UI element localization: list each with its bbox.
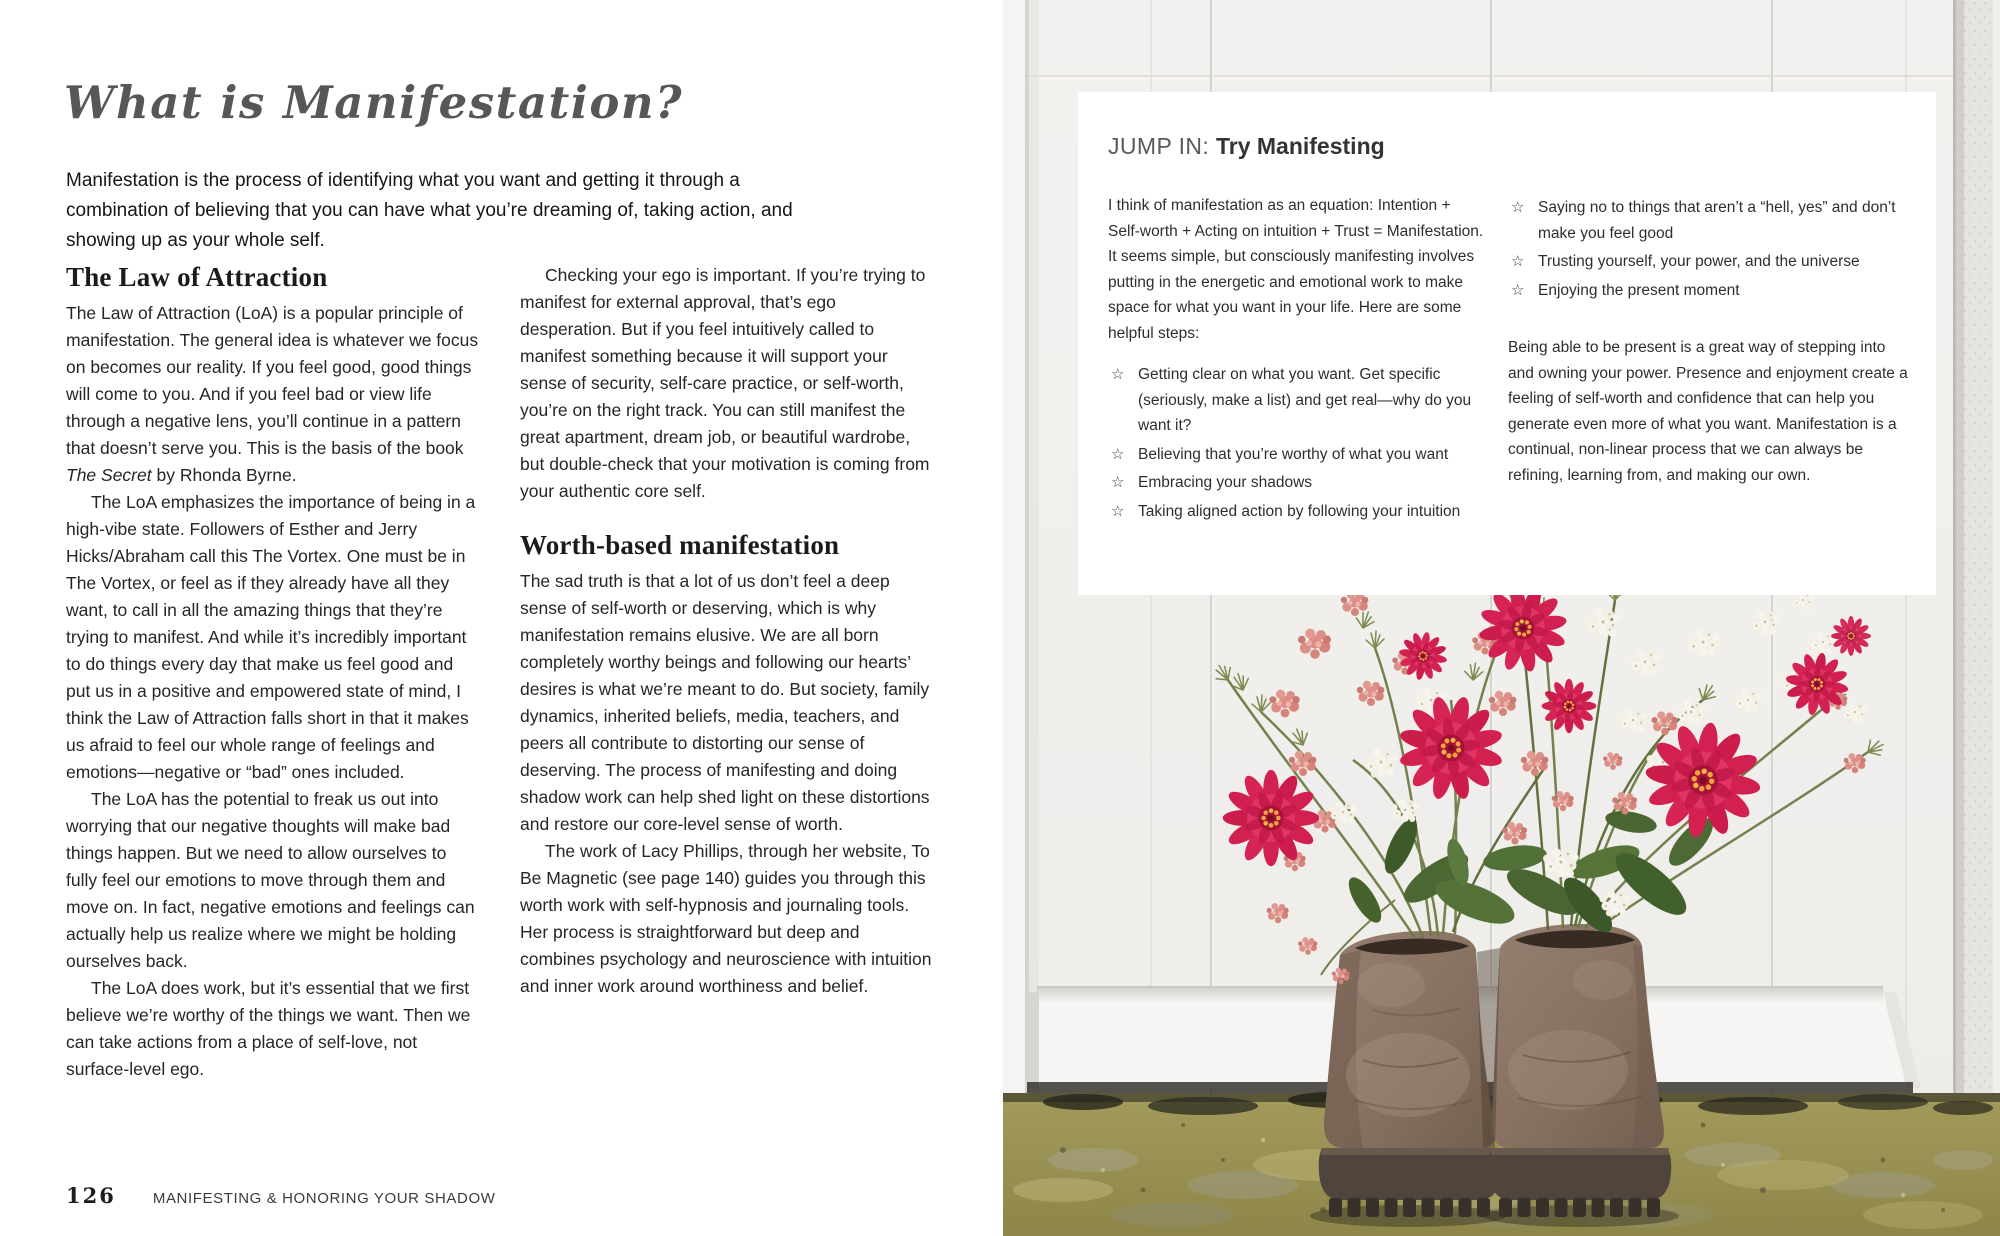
jump-in-label: JUMP IN: xyxy=(1108,133,1216,159)
chapter-title: MANIFESTING & HONORING YOUR SHADOW xyxy=(152,1190,496,1207)
page-number: 126 xyxy=(66,1183,116,1208)
steps-list-left xyxy=(1108,362,1486,524)
jump-in-intro: I think of manifestation as an equation: Intention + Self-worth + Acting on intuition + Trust = Manifestation. It seems simple, but consciously manifesting involves putting in the energetic and emotional work to make space for what you want in your life. Here are some helpful steps: xyxy=(1108,197,1484,342)
jump-in-heading xyxy=(1108,133,1912,160)
list-item: ☆ Saying no to things that aren’t a “hell, yes” and don’t make you feel good xyxy=(1508,195,1912,246)
jump-in-columns xyxy=(1108,193,1912,527)
boots xyxy=(1310,924,1679,1227)
page-title: What is Manifestation? xyxy=(64,76,683,129)
list-item: ☆ Taking aligned action by following your intuition xyxy=(1108,499,1486,525)
text-columns xyxy=(66,262,936,1083)
star-bullet-icon: ☆ xyxy=(1111,502,1125,520)
jump-in-box xyxy=(1078,92,1936,595)
paragraph: Checking your ego is important. If you’re trying to manifest for external approval, that’s ego desperation. But if you feel intuitively called to manifest something because it will support your sense of security, self-care practice, or self-worth, you’re on the right track. You can still manifest the great apartment, dream job, or beautiful wardrobe, but double-check that your motivation is coming from your authentic core self. xyxy=(520,265,930,501)
star-bullet-icon: ☆ xyxy=(1111,445,1125,463)
list-item: ☆ Trusting yourself, your power, and the universe xyxy=(1508,249,1912,275)
list-item: ☆ Embracing your shadows xyxy=(1108,470,1486,496)
star-bullet-icon: ☆ xyxy=(1111,474,1125,491)
paragraph: The LoA does work, but it’s essential that we first believe we’re worthy of the things we want. Then we can take actions from a place of self-love, not surface-level ego. xyxy=(66,978,471,1079)
jump-in-title: Try Manifesting xyxy=(1215,133,1385,159)
section-heading-worth-based: Worth-based manifestation xyxy=(520,530,840,560)
paragraph: The LoA emphasizes the importance of being in a high-vibe state. Followers of Esther and Jerry Hicks/Abraham call this The Vortex. One must be in The Vortex, or feel as if they already have all they want, to call in all the amazing things that they’re trying to manifest. And while it’s incredibly important to do things every day that make us feel good and put us in a positive and empowered state of mind, I think the Law of Attraction falls short in that it makes us afraid to feel our whole range of feelings and emotions—negative or “bad” ones included. xyxy=(66,492,476,782)
book-title-italic: The Secret xyxy=(66,465,152,485)
paragraph: The LoA has the potential to freak us out into worrying that our negative thoughts will make bad things happen. But we need to allow ourselves to fully feel our emotions to move through them and move on. In fact, negative emotions and feelings can actually help us realize where we might be holding ourselves back. xyxy=(66,789,475,971)
paragraph: The work of Lacy Phillips, through her website, To Be Magnetic (see page 140) guides you through this worth work with self-hypnosis and journaling tools. Her process is straightforward but deep and combines psychology and neuroscience with intuition and inner work around worthiness and belief. xyxy=(520,841,932,996)
right-boot xyxy=(1489,924,1672,1217)
jump-in-closing: Being able to be present is a great way of stepping into and owning your power. Presence and enjoyment create a feeling of self-worth and confidence that can help you generate even more of what you want. Manifestation is a continual, non-linear process that we can always be refining, learning from, and making our own. xyxy=(1508,339,1908,484)
star-bullet-icon: ☆ xyxy=(1111,366,1125,383)
list-item: ☆ Believing that you’re worthy of what you want xyxy=(1108,442,1486,468)
star-bullet-icon: ☆ xyxy=(1511,281,1525,299)
page-footer xyxy=(66,1183,496,1208)
jump-in-column-right xyxy=(1508,193,1912,527)
column-middle xyxy=(520,262,936,1083)
column-left xyxy=(66,262,480,1083)
paragraph: The Law of Attraction (LoA) is a popular principle of manifestation. The general idea is whatever we focus on becomes our reality. If you feel good, good things will come to you. And if you feel bad or view life through a negative lens, you’ll continue in a pattern that doesn’t serve you. This is the basis of the book The Secret by Rhonda Byrne. xyxy=(66,303,479,485)
jump-in-column-left xyxy=(1108,193,1486,527)
intro-paragraph: Manifestation is the process of identifying what you want and getting it through a combination of believing that you can have what you’re dreaming of, taking action, and showing up as your whole self. xyxy=(66,170,793,251)
door-frame-right xyxy=(1953,0,2000,1236)
list-item: ☆ Enjoying the present moment xyxy=(1508,278,1912,304)
paragraph: The sad truth is that a lot of us don’t feel a deep sense of self-worth or deserving, which is why manifestation remains elusive. We are all born completely worthy beings and following our hearts’ desires is what we’re meant to do. But society, family dynamics, inherited beliefs, media, teachers, and peers all contribute to distorting our sense of deserving. The process of manifesting and doing shadow work can help shed light on these distortions and restore our core-level sense of worth. xyxy=(520,571,930,834)
star-bullet-icon: ☆ xyxy=(1511,199,1525,216)
list-item: ☆ Getting clear on what you want. Get specific (seriously, make a list) and get real—why do you want it? xyxy=(1108,362,1486,439)
steps-list-right xyxy=(1508,195,1912,303)
section-heading-law-of-attraction: The Law of Attraction xyxy=(66,262,328,292)
star-bullet-icon: ☆ xyxy=(1511,253,1525,270)
